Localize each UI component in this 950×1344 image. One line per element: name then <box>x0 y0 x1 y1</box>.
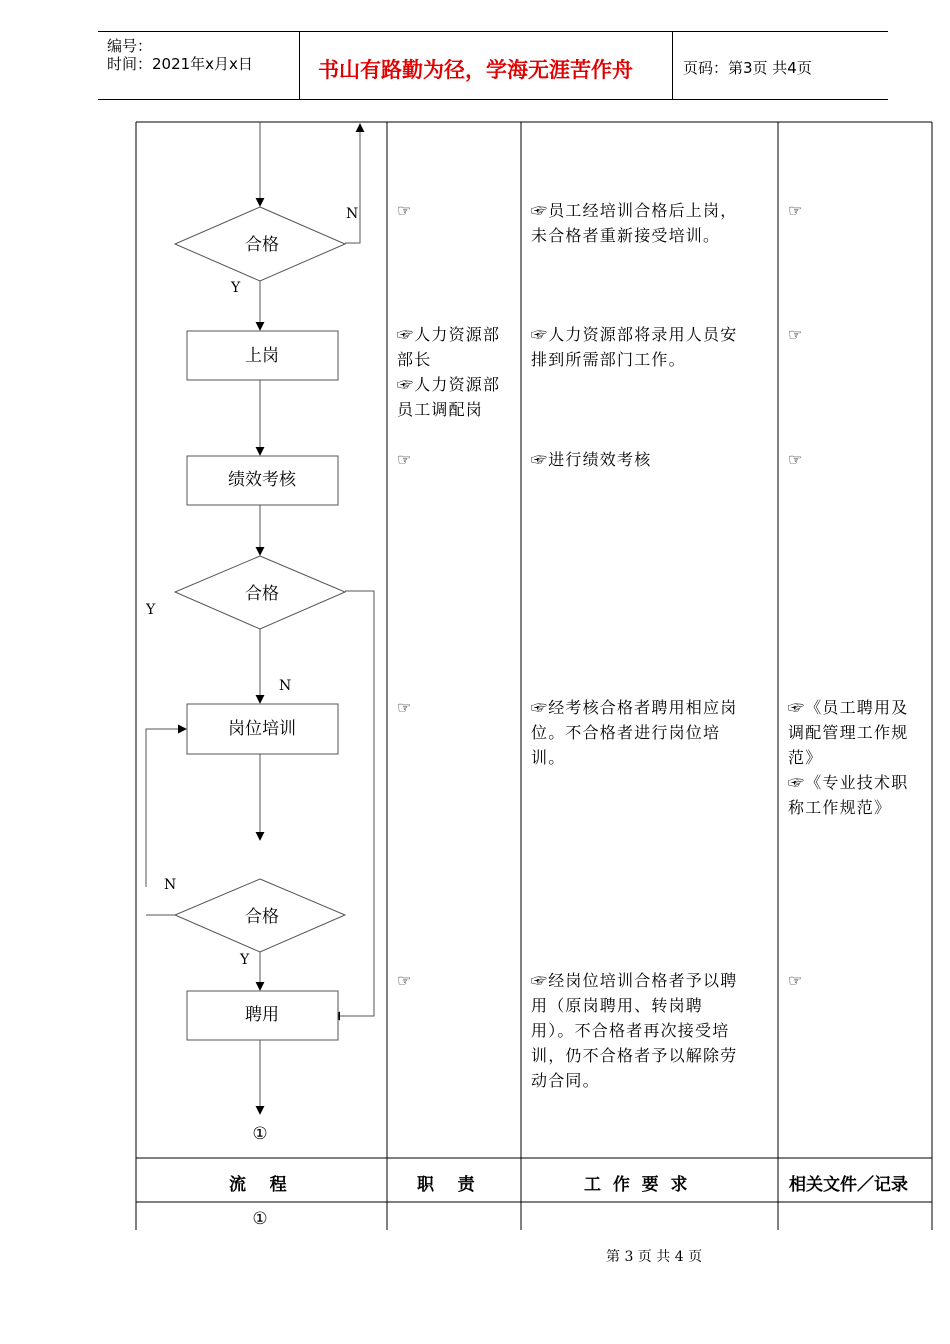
row5-req-line: 动合同。 <box>531 1071 600 1090</box>
row3-docs <box>788 447 804 472</box>
row4-req-line: 位。不合格者进行岗位培 <box>531 723 721 742</box>
row3-requirement <box>531 447 651 472</box>
row2-duty-line: 员工调配岗 <box>397 400 484 419</box>
row1-requirement <box>531 198 737 248</box>
label-qualified-3: 合格 <box>245 907 279 927</box>
row2-duty-line: ☞人力资源部 <box>397 325 501 344</box>
row1-docs-line: ☞ <box>788 201 804 220</box>
label-onboard: 上岗 <box>245 346 279 366</box>
row1-req-line: ☞员工经培训合格后上岗， <box>531 201 738 220</box>
row4-duty <box>397 695 413 720</box>
row4-requirement <box>531 695 737 770</box>
row4-docs-line: 范》 <box>788 748 823 767</box>
row3-duty <box>397 447 413 472</box>
label-qualified-1: 合格 <box>245 235 279 255</box>
row5-req-line: 用）。不合格者再次接受培 <box>531 1021 730 1040</box>
row3-req-line: ☞进行绩效考核 <box>531 450 652 469</box>
row5-duty-line: ☞ <box>397 971 413 990</box>
time-label: 时间：2021年x月x日 <box>107 55 253 73</box>
label-performance: 绩效考核 <box>228 470 296 490</box>
row1-duty-line: ☞ <box>397 201 413 220</box>
row5-docs-line: ☞ <box>788 971 804 990</box>
row1-duty <box>397 198 413 223</box>
row4-req-line: 训。 <box>531 748 566 767</box>
row5-req-line: 训，仍不合格者予以解除劳 <box>531 1046 738 1065</box>
arrow-qualified-2-yes-to-hire <box>332 591 374 1016</box>
branch-y-3: Y <box>240 952 250 968</box>
arrow-qualified-1-no-loop <box>345 124 360 243</box>
row1-req-line: 未合格者重新接受培训。 <box>531 226 721 245</box>
branch-n-2: N <box>279 678 292 694</box>
label-hire: 聘用 <box>245 1005 279 1025</box>
arrow-qualified-3-no-loop <box>146 729 186 887</box>
row5-docs <box>788 968 804 993</box>
motto: 书山有路勤为径，学海无涯苦作舟 <box>318 57 633 82</box>
row5-req-line: ☞经岗位培训合格者予以聘 <box>531 971 738 990</box>
row1-docs <box>788 198 804 223</box>
row4-docs <box>788 695 908 820</box>
row2-req-line: ☞人力资源部将录用人员安 <box>531 325 738 344</box>
row4-duty-line: ☞ <box>397 698 413 717</box>
row2-req-line: 排到所需部门工作。 <box>531 350 686 369</box>
connector-next: ① <box>252 1209 268 1229</box>
row5-requirement <box>531 968 737 1093</box>
row2-duty <box>397 322 500 422</box>
row4-docs-line: 称工作规范》 <box>788 798 892 817</box>
branch-n-3: N <box>164 877 177 893</box>
row2-duty-line: ☞人力资源部 <box>397 375 501 394</box>
row3-duty-line: ☞ <box>397 450 413 469</box>
page-info: 页码：第3页 共4页 <box>683 59 812 77</box>
row5-duty <box>397 968 413 993</box>
row5-req-line: 用（原岗聘用、转岗聘 <box>531 996 704 1015</box>
col-header-process: 流 程 <box>229 1175 287 1195</box>
branch-n-1: N <box>346 206 359 222</box>
row4-docs-line: 调配管理工作规 <box>788 723 909 742</box>
col-header-duty: 职 责 <box>417 1175 475 1195</box>
row4-docs-line: ☞《员工聘用及 <box>788 698 909 717</box>
row2-docs-line: ☞ <box>788 325 804 344</box>
row3-docs-line: ☞ <box>788 450 804 469</box>
label-qualified-2: 合格 <box>245 584 279 604</box>
row4-docs-line: ☞《专业技术职 <box>788 773 909 792</box>
row2-requirement <box>531 322 737 372</box>
page-footer: 第 3 页 共 4 页 <box>606 1249 703 1265</box>
branch-y-2: Y <box>146 602 156 618</box>
serial-label: 编号： <box>107 37 153 55</box>
branch-y-1: Y <box>231 280 241 296</box>
col-header-docs: 相关文件／记录 <box>789 1175 908 1195</box>
connector-bottom: ① <box>252 1124 268 1144</box>
row2-duty-line: 部长 <box>397 350 432 369</box>
label-post-training: 岗位培训 <box>228 719 296 739</box>
col-header-requirement: 工 作 要 求 <box>584 1175 688 1195</box>
row4-req-line: ☞经考核合格者聘用相应岗 <box>531 698 738 717</box>
row2-docs <box>788 322 804 347</box>
